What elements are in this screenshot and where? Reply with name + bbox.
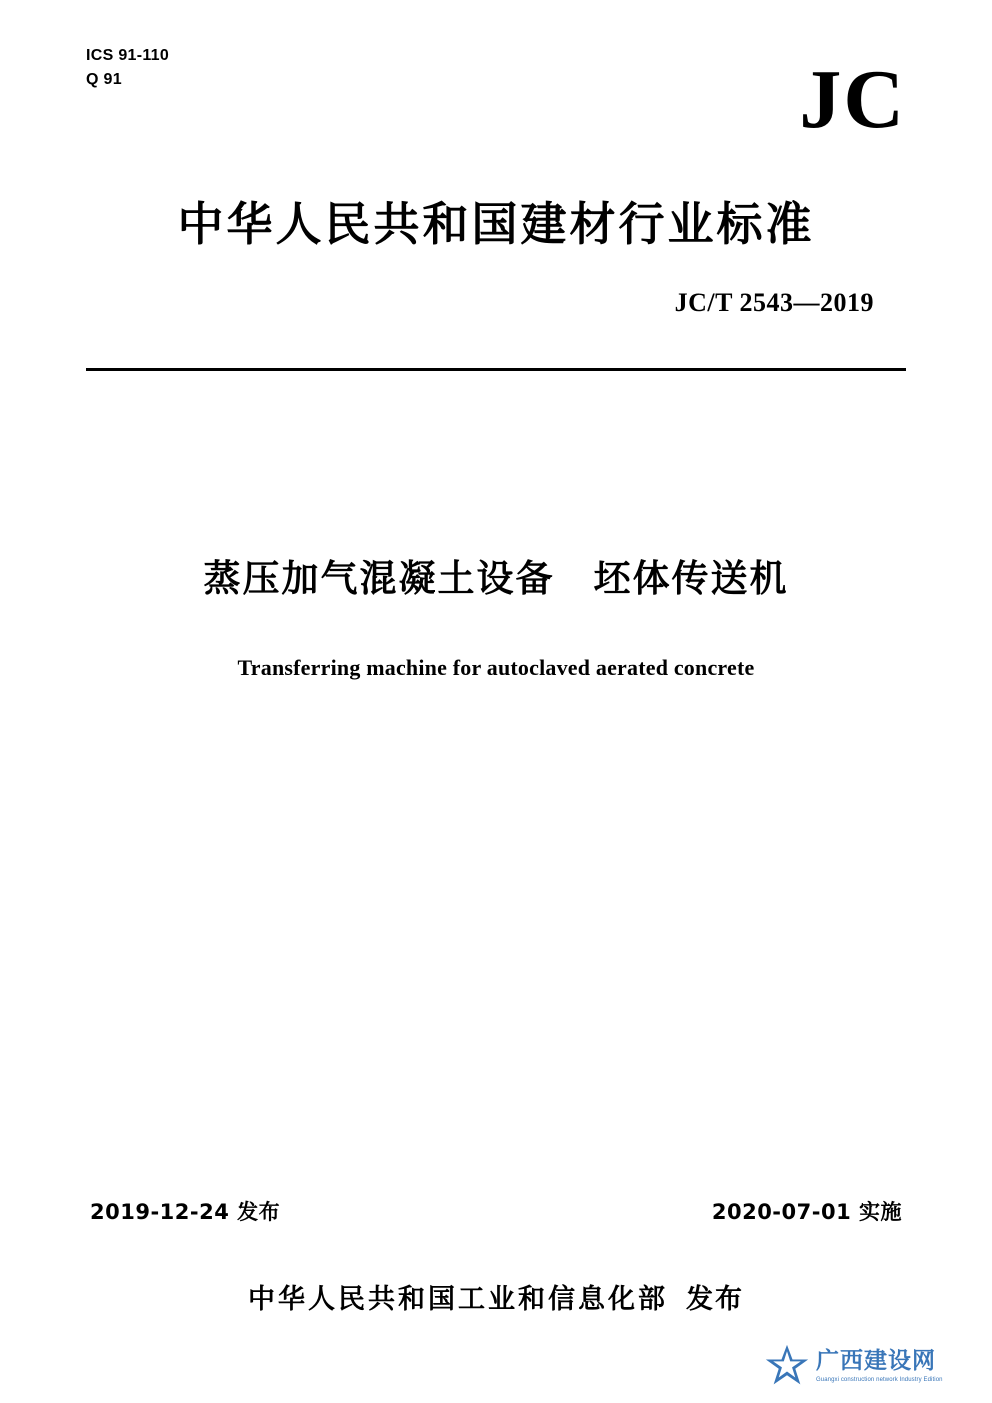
ics-code: ICS 91-110 — [86, 47, 170, 64]
document-title-english: Transferring machine for autoclaved aerated concrete — [237, 655, 755, 680]
publisher-name: 中华人民共和国工业和信息化部 — [248, 1284, 668, 1315]
standard-number: JC/T 2543—2019 — [674, 288, 874, 317]
issue-date: 2019-12-24 发布 — [90, 1200, 281, 1224]
watermark — [764, 1335, 984, 1397]
publisher-line — [0, 1277, 992, 1316]
watermark-name-cn: 广西建设网 — [816, 1347, 936, 1374]
implementation-date: 2020-07-01 实施 — [711, 1200, 902, 1224]
watermark-text — [816, 1349, 943, 1384]
document-title-chinese: 蒸压加气混凝土设备 坯体传送机 — [203, 557, 789, 600]
header-divider — [86, 368, 906, 371]
classification-code: Q 91 — [86, 71, 122, 88]
jc-logo: JC — [799, 53, 906, 146]
star-icon — [764, 1343, 810, 1389]
watermark-name-en: Guangxi construction network Industry Edition — [816, 1376, 943, 1383]
ics-block — [86, 44, 169, 92]
publisher-verb: 发布 — [686, 1284, 744, 1315]
standard-series-title: 中华人民共和国建材行业标准 — [177, 197, 815, 251]
